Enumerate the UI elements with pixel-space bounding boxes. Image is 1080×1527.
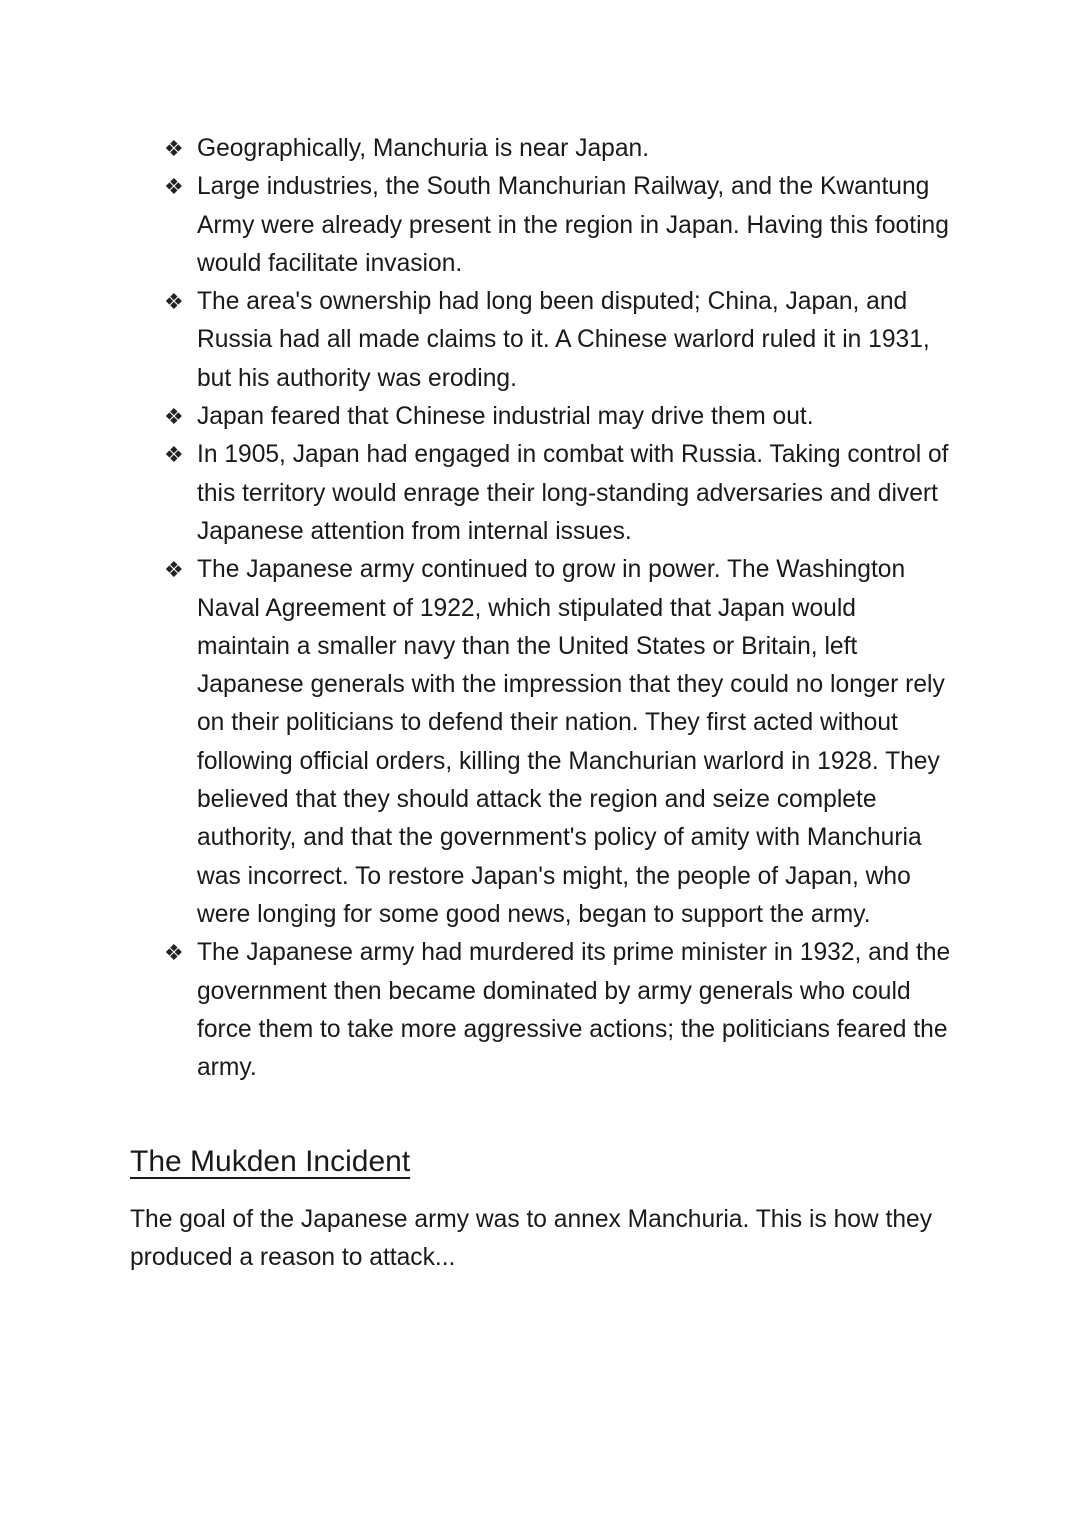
bullet-text: The Japanese army continued to grow in power. The Washington Naval Agreement of 1922, which stipulated that Japan would maintain a smaller navy than the United States or Britain, left Japanese generals with the impression that they could no longer rely on their politicians to defend their nation. They first acted without following official orders, killing the Manchurian warlord in 1928. They believed that they should attack the region and seize complete authority, and that the government's policy of amity with Manchuria was incorrect. To restore Japan's might, the people of Japan, who were longing for some good news, began to support the army. (197, 556, 945, 928)
bullet-item-ownership (164, 283, 954, 398)
bullet-text: Japan feared that Chinese industrial may drive them out. (197, 403, 814, 431)
diamond-bullet-icon: ❖ (164, 136, 184, 161)
diamond-bullet-icon: ❖ (164, 174, 184, 200)
diamond-bullet-icon: ❖ (164, 442, 184, 468)
section-paragraph: The goal of the Japanese army was to annex Manchuria. This is how they produced a reason to attack... (130, 1206, 933, 1272)
bullet-item-proximity (164, 130, 954, 168)
bullet-text: Large industries, the South Manchurian Railway, and the Kwantung Army were already present in the region in Japan. Having this footing would facilitate invasion. (197, 173, 949, 277)
section-heading: The Mukden Incident (130, 1145, 411, 1178)
bullet-text: The area's ownership had long been disputed; China, Japan, and Russia had all made claims to it. A Chinese warlord ruled it in 1931, but his authority was eroding. (197, 288, 930, 392)
diamond-bullet-icon: ❖ (164, 289, 184, 315)
bullet-text: The Japanese army had murdered its prime minister in 1932, and the government then became dominated by army generals who could force them to take more aggressive actions; the politicians feared the army. (197, 939, 951, 1082)
bullet-item-industries (164, 168, 954, 283)
bullet-text: Geographically, Manchuria is near Japan. (197, 135, 650, 162)
diamond-bullet-icon: ❖ (164, 404, 184, 430)
bullet-item-fear (164, 398, 954, 436)
diamond-bullet-icon: ❖ (164, 940, 184, 966)
bullet-text: In 1905, Japan had engaged in combat with Russia. Taking control of this territory would enrage their long-standing adversaries and divert Japanese attention from internal issues. (197, 441, 949, 545)
reasons-bullet-list (164, 130, 954, 1087)
bullet-item-army-power (164, 551, 954, 934)
bullet-item-prime-minister (164, 934, 954, 1087)
bullet-item-russia (164, 436, 954, 551)
diamond-bullet-icon: ❖ (164, 557, 184, 583)
